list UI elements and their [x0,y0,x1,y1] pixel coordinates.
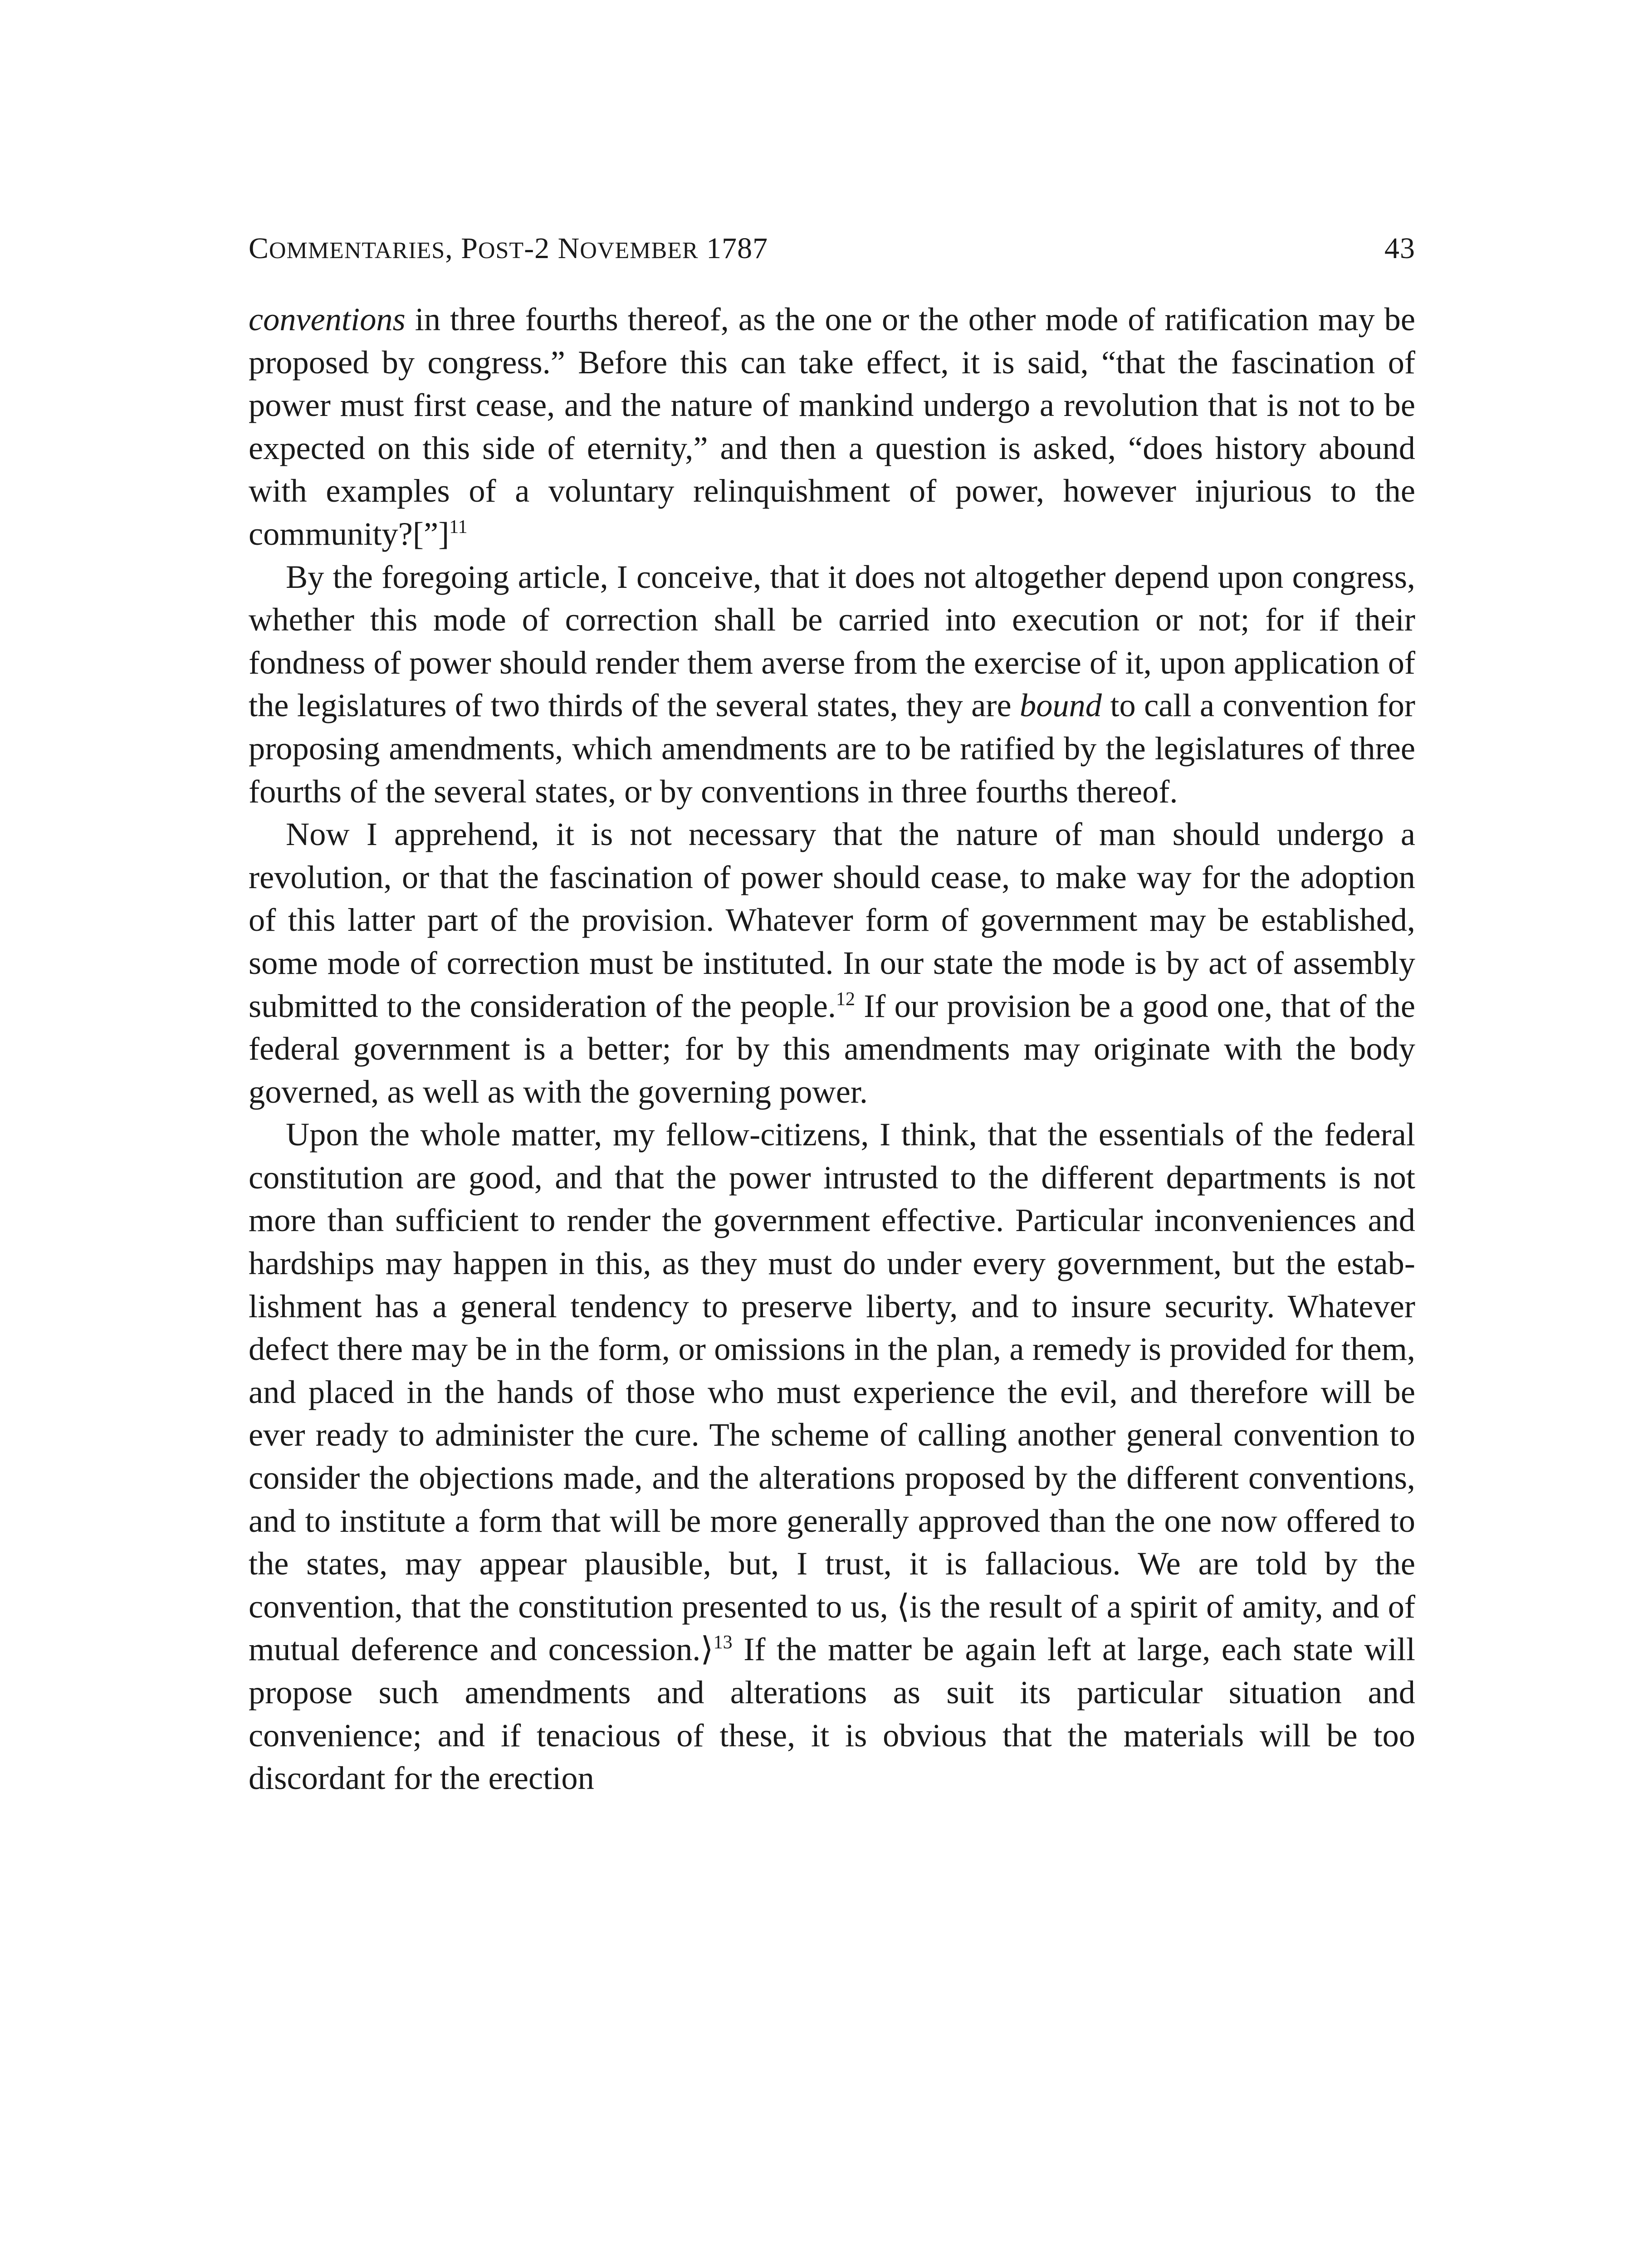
text-run: By the foregoing article, I conceive, that it does not altogether depend upon congress, whether this mode of correction shall be carried into execution or not; for if their fondness of power should render them averse from the exercise of it, upon application of the legislatures of two thirds of the several states, they are [249,558,1415,724]
paragraph [249,1113,1415,1800]
page-number: 43 [1384,232,1415,265]
text-run: to call a convention for proposing amendments, which amendments are to be ratified by the legislatures of three fourths of the several states, or by conventions in three fourths thereof. [249,687,1415,810]
italic-text: conventions [249,301,406,337]
footnote-ref: 12 [836,988,856,1010]
paragraph [249,813,1415,1113]
text-run: Now I apprehend, it is not necessary that the nature of man should undergo a revolution, or that the fascination of power should cease, to make way for the adoption of this latter part of the provision. Whatever form of government may be established, some mode of correction must be instituted. In our state the mode is by act of assembly submitted to the consideration of the people. [249,816,1415,1024]
head-title-part: OMMENTARIES [269,238,445,264]
paragraph [249,298,1415,556]
head-title-part: OVEMBER [580,238,699,264]
head-title-part: OST [478,238,524,264]
footnote-ref: 11 [449,516,468,538]
running-head-title [249,227,768,273]
running-head [249,227,1415,273]
footnote-ref: 13 [713,1632,733,1653]
head-title-part: 1787 [698,232,768,265]
paragraph [249,556,1415,813]
text-run: If our provision be a good one, that of the federal government is a better; for by this amendments may originate with the body governed, as well as with the governing power. [249,987,1415,1110]
document-page [249,227,1415,1800]
text-run: in three fourths thereof, as the one or the other mode of ratification may be proposed by congress.” Before this can take effect, it is said, “that the fascination of power must first cease, and the nature of mankind undergo a revolution that is not to be expected on this side of eternity,” and then a question is asked, “does history abound with examples of a voluntary relinquishment of power, however injurious to the community?[”] [249,301,1415,552]
head-title-part: C [249,232,269,265]
body-text [249,298,1415,1800]
head-title-part: -2 N [524,232,580,265]
text-run: If the matter be again left at large, each state will propose such amendments and alterations as suit its particular situation and convenience; and if tenacious of these, it is obvious that the materials will be too discordant for the erection [249,1631,1416,1797]
text-run: Upon the whole matter, my fellow-citizens, I think, that the essentials of the federal constitution are good, and that the power intrusted to the different departments is not more than sufficient to render the government effective. Particular inconveniences and hardships may happen in this, as they must do under every government, but the establishment has a general tendency to preserve liberty, and to insure security. Whatever defect there may be in the form, or omissions in the plan, a remedy is provided for them, and placed in the hands of those who must experience the evil, and therefore will be ever ready to administer the cure. The scheme of calling another general convention to consider the objections made, and the alterations proposed by the different conventions, and to institute a form that will be more generally approved than the one now offered to the states, may appear plausible, but, I trust, it is fallacious. We are told by the convention, that the constitution presented to us, ⟨is the result of a spirit of amity, and of mutual deference and concession.⟩ [249,1116,1415,1668]
head-title-part: , P [445,232,478,265]
italic-text: bound [1020,687,1102,724]
